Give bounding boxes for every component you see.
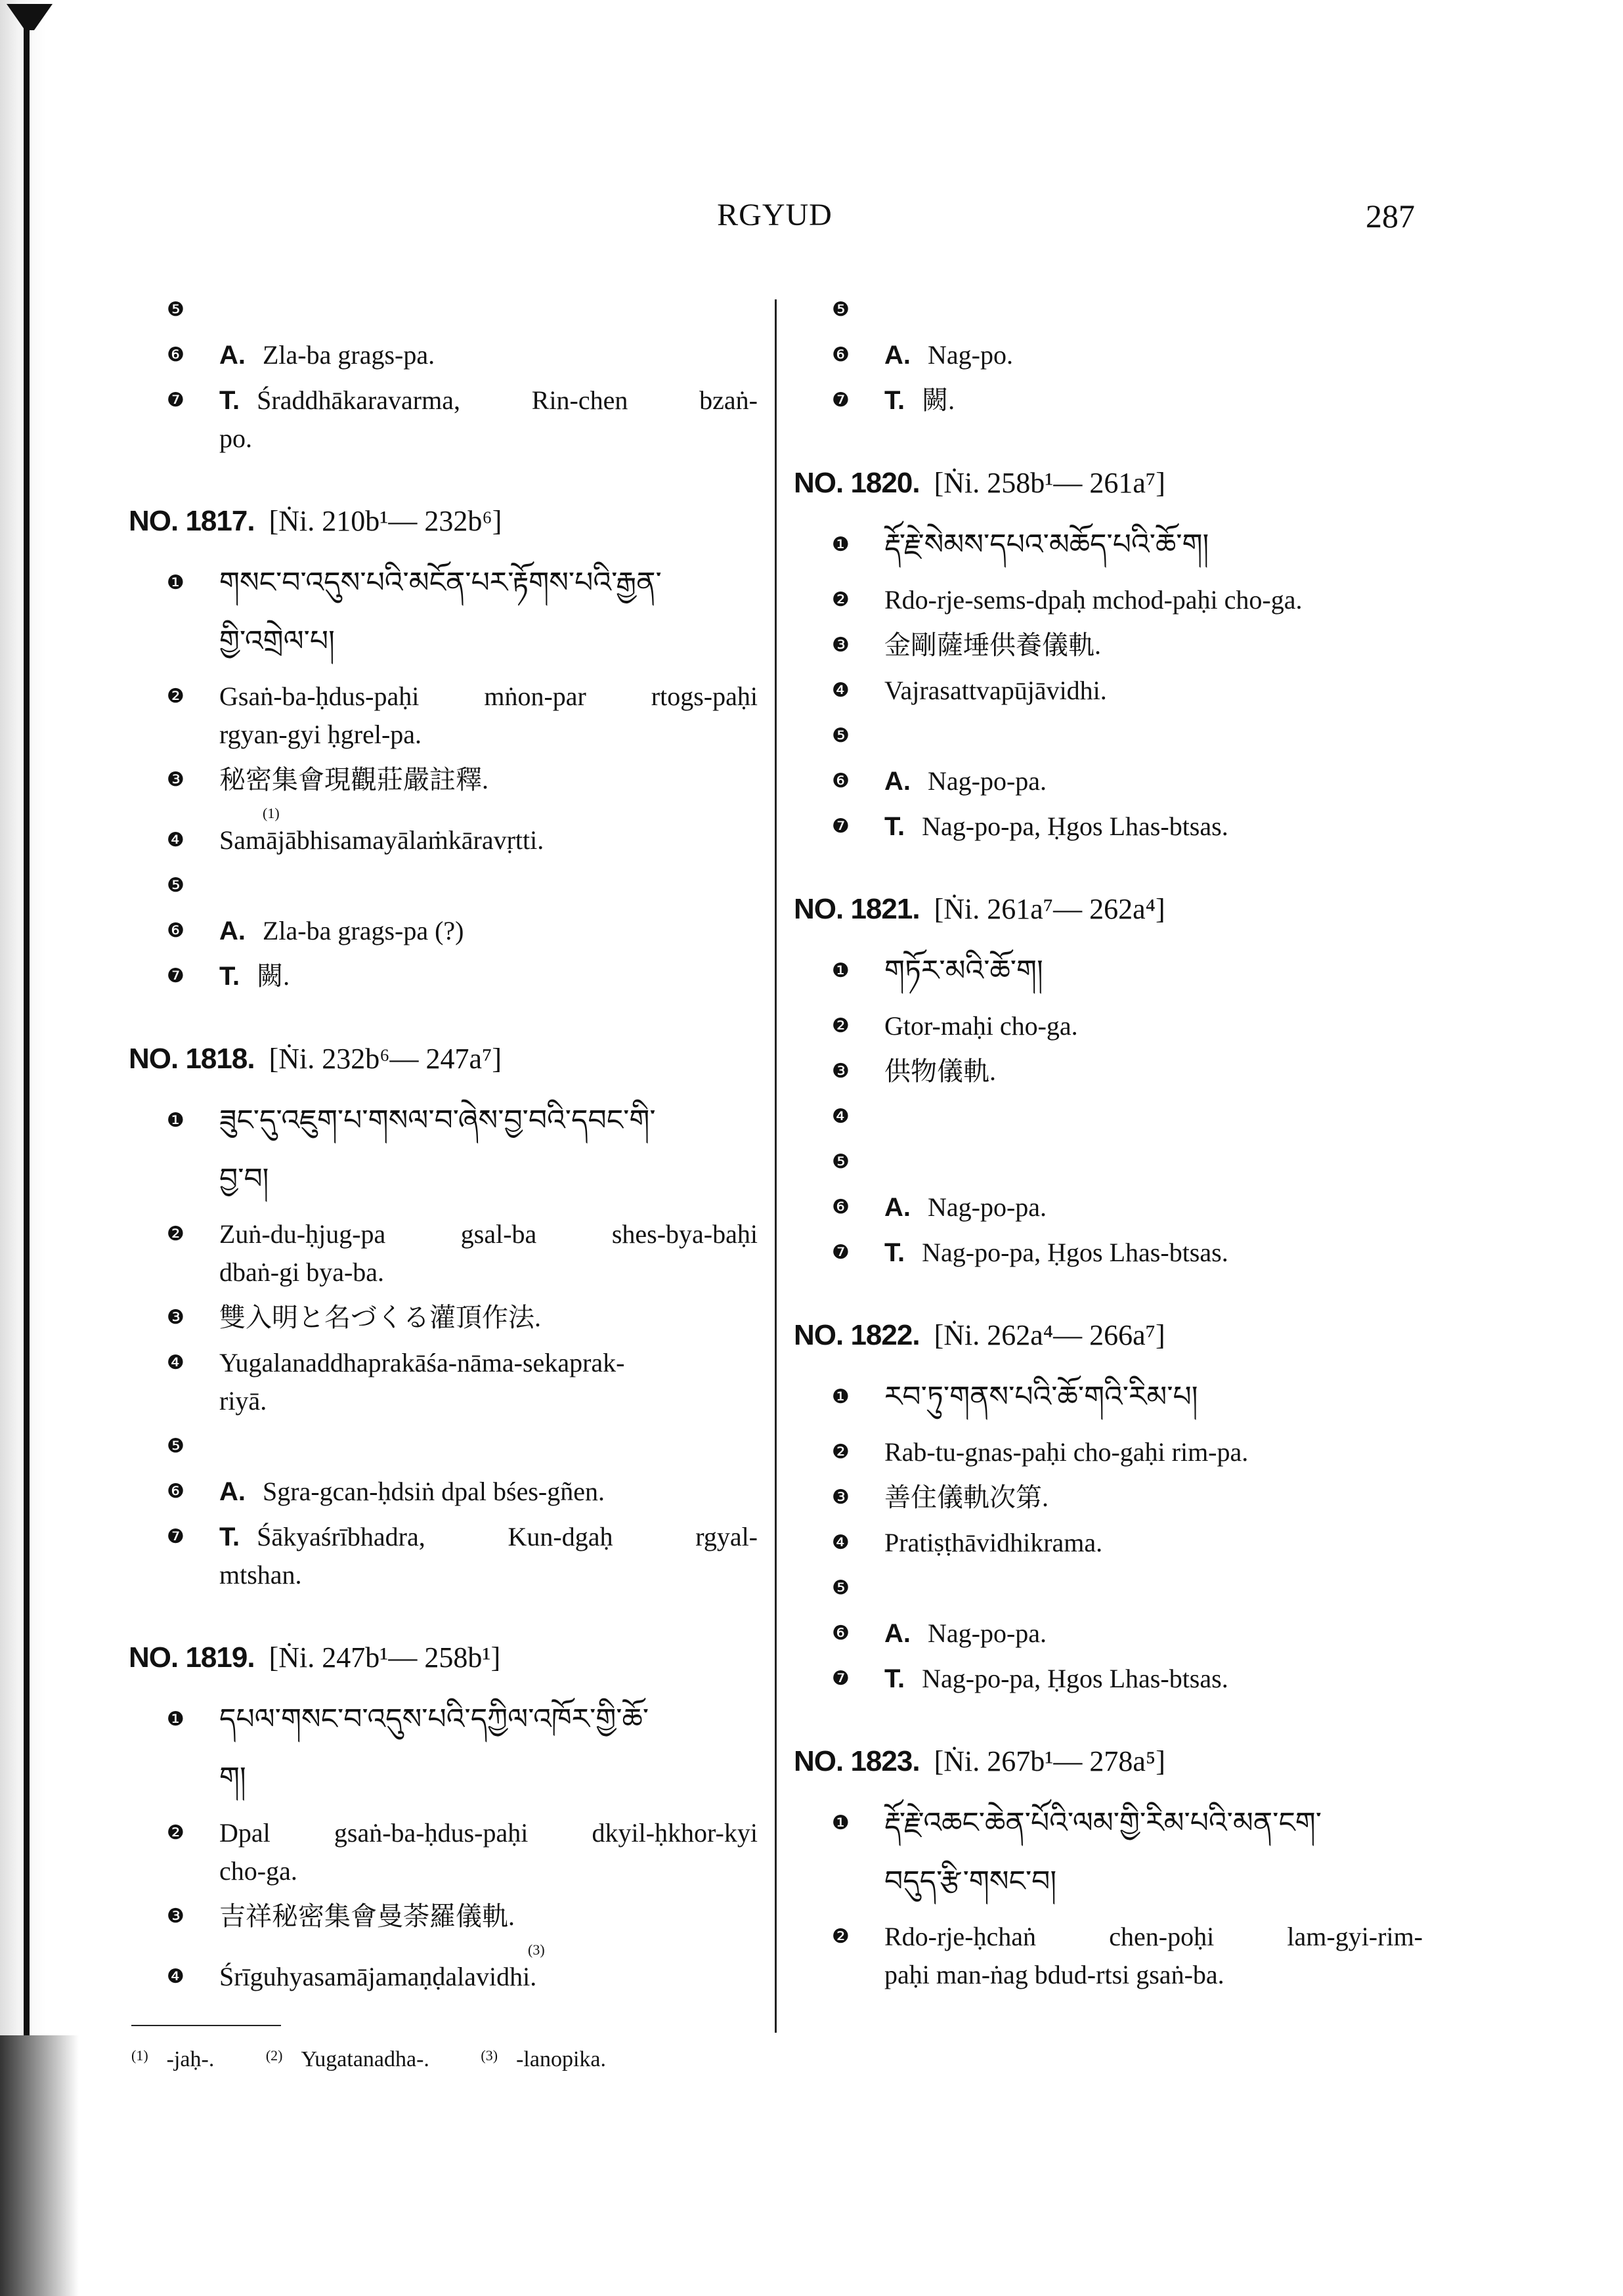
field-line [884,1007,1423,1045]
field-number-marker: ❸ [167,1905,184,1928]
entry-field [794,1188,1411,1226]
field-label: A. [884,1193,911,1222]
field-number-marker: ❼ [167,1525,184,1548]
entry-header [129,1639,746,1677]
entry-field [794,1660,1411,1698]
field-number-marker: ❶ [832,1385,850,1408]
field-line [884,1660,1423,1698]
field-text: Pratiṣṭhāvidhikrama. [884,1528,1103,1557]
page-number: 287 [1366,198,1415,234]
field-label: T. [219,962,240,991]
field-number-marker: ❼ [167,389,184,412]
field-number-marker: ❻ [832,769,850,792]
entry-field [794,1614,1411,1653]
field-number-marker: ❼ [832,389,850,412]
field-label: A. [884,1619,911,1648]
field-line [219,1556,758,1594]
field-line [884,1052,1423,1091]
entry-field [794,1524,1411,1562]
field-line [884,808,1423,846]
footnote-rule [131,2025,281,2026]
entry-field [129,867,746,905]
field-number-marker: ❹ [167,1351,184,1374]
footnote-mark: (3) [481,2047,498,2064]
field-number-marker: ❻ [832,1196,850,1219]
footnote-marker: (3) [528,1941,545,1958]
entry-number: NO. 1820. [794,467,920,499]
field-line [884,336,1423,374]
field-text: rgyan-gyi ḥgrel-pa. [219,720,422,749]
field-text: 秘密集會現觀莊嚴註釋. [219,765,488,794]
field-line [219,1814,758,1852]
binding-edge [24,13,30,2272]
field-number-marker: ❶ [832,1811,850,1834]
field-number-marker: ❻ [167,1480,184,1503]
field-line [219,957,758,995]
field-number-marker: ❻ [832,1622,850,1645]
field-number-marker: ❹ [832,1531,850,1554]
field-number-marker: ❻ [167,343,184,366]
field-line [219,1897,758,1936]
running-head: RGYUD [717,198,833,232]
entry-field [794,942,1411,1000]
field-line [219,1748,758,1807]
footnote-mark: (1) [131,2047,148,2064]
field-number-marker: ❷ [832,1925,850,1948]
field-text: Śākyaśrībhadra, Kun-dgaḥ rgyal- [257,1522,758,1551]
field-line [884,515,1423,574]
field-number-marker: ❺ [167,1435,184,1458]
field-text: Nag-po-pa, Ḥgos Lhas-btsas. [922,1664,1228,1693]
field-line [219,678,758,716]
page-binding-shadow [0,0,46,2296]
field-line [219,1941,758,1996]
field-text: paḥi man-ṅag bdud-rtsi gsaṅ-ba. [884,1960,1224,1989]
field-number-marker: ❷ [832,1014,850,1037]
field-text: Rdo-rje-ḥchaṅ chen-poḥi lam-gyi-rim- [884,1922,1423,1951]
field-text: 雙入明と名づくる灌頂作法. [219,1303,541,1332]
field-text: Nag-po-pa. [928,766,1047,796]
left-column [129,291,758,1996]
entry-field [794,291,1411,329]
field-number-marker: ❼ [167,964,184,987]
field-text: riyā. [219,1386,267,1416]
field-number-marker: ❺ [832,1150,850,1173]
entry-header [794,464,1411,502]
footnote-text: -jaḥ-. [166,2047,215,2071]
field-text [884,1573,891,1603]
entry-field [794,1479,1411,1517]
folio-reference: [Ṅi. 267b¹— 278a⁵] [934,1745,1165,1777]
field-text: Nag-po-pa. [928,1618,1047,1648]
entry-number: NO. 1823. [794,1745,920,1777]
field-text: Nag-po-pa, Ḥgos Lhas-btsas. [922,1238,1228,1267]
folio-reference: [Ṅi. 261a⁷— 262a⁴] [934,893,1165,925]
field-line [884,942,1423,1000]
field-text: 金剛薩埵供養儀軌. [884,630,1101,660]
field-text: Samājābhisamayālaṁkāravṛtti. [219,825,544,855]
field-number-marker: ❺ [832,1576,850,1599]
field-text: po. [219,423,252,453]
field-text: Zla-ba grags-pa. [263,340,435,370]
entry-field [129,1427,746,1465]
field-line [219,1253,758,1291]
field-text: Rab-tu-gnas-paḥi cho-gaḥi rim-pa. [884,1437,1249,1467]
field-label: T. [884,1664,905,1693]
field-label: T. [219,386,240,415]
entry-field [794,672,1411,710]
footnote-marker: (1) [263,805,280,821]
entry-field [794,1368,1411,1426]
entry-number: NO. 1821. [794,893,920,925]
footnote-mark: (2) [265,2047,283,2064]
field-line [219,1473,758,1511]
field-line [884,1794,1423,1852]
field-text: གྱི་འགྲེལ་པ། [219,625,335,657]
field-line [219,1427,758,1465]
field-line [219,805,758,859]
field-line [219,420,758,458]
field-text: 供物儀軌. [884,1056,996,1086]
field-text: Zuṅ-du-ḥjug-pa gsal-ba shes-bya-baḥi [219,1219,758,1249]
field-label: T. [219,1523,240,1551]
field-label: A. [219,341,246,370]
entry-field [794,1007,1411,1045]
field-number-marker: ❷ [167,685,184,708]
field-line [884,762,1423,800]
field-text: cho-ga. [219,1856,297,1886]
field-number-marker: ❹ [167,829,184,852]
folio-reference: [Ṅi. 262a⁴— 266a⁷] [934,1319,1165,1351]
entry-field [794,808,1411,846]
entry-field [129,678,758,754]
field-text: དཔལ་གསང་བ་འདུས་པའི་དཀྱིལ་འཁོར་གྱི་ཆོ་ [219,1703,649,1735]
field-line [884,1956,1423,1994]
field-text [884,295,891,324]
field-label: A. [884,341,911,370]
field-number-marker: ❷ [167,1821,184,1844]
field-text: Gsaṅ-ba-ḥdus-paḥi mṅon-par rtogs-paḥi [219,682,758,711]
field-number-marker: ❸ [832,1486,850,1509]
entry-field [794,581,1411,619]
field-text: གསང་བ་འདུས་པའི་མངོན་པར་རྟོགས་པའི་རྒྱན་ [219,567,662,599]
entry-number: NO. 1822. [794,1319,920,1351]
field-text: Nag-po. [928,340,1013,370]
field-line [219,291,758,329]
entry-field [129,1299,746,1337]
field-line [219,867,758,905]
entry-field [129,957,746,995]
field-label: A. [884,767,911,796]
field-number-marker: ❶ [167,571,184,594]
field-line [884,581,1423,619]
field-line [219,761,758,799]
entry-number: NO. 1817. [129,505,255,537]
field-text [884,721,891,750]
field-text: Gtor-maḥi cho-ga. [884,1011,1078,1041]
field-text: Dpal gsaṅ-ba-ḥdus-paḥi dkyil-ḥkhor-kyi [219,1818,758,1848]
entry-field [129,1814,758,1890]
field-number-marker: ❸ [832,1060,850,1083]
field-line [884,381,1423,420]
footnote-text: Yugatanadha-. [301,2047,429,2071]
field-text: Rdo-rje-sems-dpaḥ mchod-paḥi cho-ga. [884,585,1303,615]
field-text: Yugalanaddhaprakāśa-nāma-sekaprak- [219,1348,625,1377]
field-text: ཟུང་དུ་འཇུག་པ་གསལ་བ་ཞེས་བྱ་བའི་དབང་གི་ [219,1104,656,1137]
right-column [794,291,1423,1994]
field-text [219,1431,226,1461]
field-text: Śraddhākaravarma, Rin-chen bzaṅ- [257,385,758,415]
entry-field [129,1518,758,1594]
field-line [219,612,758,670]
column-divider [775,299,777,2033]
field-text: Nag-po-pa. [928,1192,1047,1222]
field-line [219,1150,758,1208]
field-line [219,1299,758,1337]
field-text: བྱ་བ། [219,1163,269,1195]
field-text: Sgra-gcan-ḥdsiṅ dpal bśes-gñen. [263,1477,605,1506]
field-number-marker: ❷ [832,1440,850,1463]
field-number-marker: ❹ [832,1105,850,1128]
field-line [219,1852,758,1890]
entry-field [129,1690,746,1807]
field-label: T. [884,386,905,415]
field-text: རྡོ་རྗེ་འཆང་ཆེན་པོའི་ལམ་གྱི་རིམ་པའི་མན་ངག་ [884,1807,1322,1839]
footnotes [131,2047,652,2072]
field-text: རྡོ་རྗེ་སེམས་དཔའ་མཆོད་པའི་ཆོ་ག། [884,529,1209,561]
field-number-marker: ❼ [832,1667,850,1690]
entry-field [129,1897,746,1936]
field-number-marker: ❹ [832,679,850,702]
entry-number: NO. 1819. [129,1641,255,1674]
field-text: 吉祥秘密集會曼荼羅儀軌. [219,1901,515,1931]
field-number-marker: ❶ [832,959,850,982]
field-text: mtshan. [219,1560,302,1590]
entry-header [794,1316,1411,1354]
entry-field [129,1091,746,1208]
field-text: dbaṅ-gi bya-ba. [219,1257,385,1287]
field-line [219,1215,758,1253]
field-label: A. [219,917,246,945]
entry-field [129,553,746,670]
field-number-marker: ❼ [832,1241,850,1264]
field-text [884,1147,891,1177]
field-line [884,1614,1423,1653]
field-text: Śrīguhyasamājamaṇḍalavidhi. [219,1962,537,1991]
folio-reference: [Ṅi. 247b¹— 258b¹] [269,1641,501,1674]
field-line [884,672,1423,710]
entry-number: NO. 1818. [129,1043,255,1075]
field-line [884,717,1423,755]
field-text: 善住儀軌次第. [884,1483,1049,1512]
field-text: Zla-ba grags-pa (?) [263,916,464,945]
field-line [884,1524,1423,1562]
field-number-marker: ❹ [167,1965,184,1988]
entry-field [794,381,1411,420]
field-text: 闕. [922,385,955,415]
field-number-marker: ❼ [832,815,850,838]
field-number-marker: ❺ [832,298,850,321]
field-label: A. [219,1477,246,1506]
field-line [884,1368,1423,1426]
field-text: Nag-po-pa, Ḥgos Lhas-btsas. [922,812,1228,841]
field-line [884,1188,1423,1226]
field-line [219,1518,758,1556]
field-number-marker: ❸ [832,634,850,657]
entry-field [129,291,746,329]
entry-field [794,1433,1411,1471]
field-number-marker: ❸ [167,768,184,791]
field-text: བདུད་རྩི་གསང་བ། [884,1865,1057,1897]
entry-field [794,1794,1411,1911]
entry-header [794,890,1411,928]
binding-shadow-bottom [0,2035,79,2296]
entry-field [794,1143,1411,1181]
field-number-marker: ❶ [167,1708,184,1731]
field-line [219,553,758,612]
field-number-marker: ❻ [832,343,850,366]
field-number-marker: ❺ [167,298,184,321]
entry-header [129,502,746,540]
field-line [884,1918,1423,1956]
entry-header [129,1040,746,1078]
entry-field [794,1918,1423,1994]
entry-field [129,1215,758,1291]
field-line [219,716,758,754]
field-number-marker: ❶ [832,533,850,556]
field-text [219,295,226,324]
field-line [219,1382,758,1420]
field-line [884,1479,1423,1517]
field-text: རབ་ཏུ་གནས་པའི་ཆོ་གའི་རིམ་པ། [884,1381,1198,1413]
entry-field [129,805,746,859]
entry-field [129,1941,746,1996]
footnote [131,2047,214,2071]
field-line [884,1234,1423,1272]
field-line [884,1852,1423,1911]
field-text: 闕. [257,961,290,991]
field-text [219,871,226,900]
folio-reference: [Ṅi. 210b¹— 232b⁶] [269,505,502,537]
field-line [884,626,1423,664]
field-number-marker: ❶ [167,1109,184,1132]
entry-field [794,762,1411,800]
field-line [219,381,758,420]
folio-reference: [Ṅi. 232b⁶— 247a⁷] [269,1043,502,1075]
field-line [884,1569,1423,1607]
field-line [884,1143,1423,1181]
entry-field [129,1473,746,1511]
entry-header [794,1743,1411,1781]
field-line [219,336,758,374]
entry-field [794,336,1411,374]
field-number-marker: ❻ [167,919,184,942]
field-number-marker: ❷ [832,588,850,611]
entry-field [794,626,1411,664]
field-label: T. [884,812,905,841]
entry-field [129,1344,746,1420]
entry-field [794,1234,1411,1272]
field-text: ག། [219,1762,246,1794]
field-line [219,1091,758,1150]
entry-field [794,717,1411,755]
field-text [884,1102,891,1131]
field-text: གཏོར་མའི་ཆོ་ག། [884,955,1043,987]
entry-field [794,515,1411,574]
entry-field [129,912,746,950]
entry-field [129,336,746,374]
field-line [219,1344,758,1382]
field-number-marker: ❸ [167,1306,184,1329]
field-number-marker: ❺ [832,724,850,747]
field-line [884,291,1423,329]
field-number-marker: ❷ [167,1223,184,1245]
field-line [219,912,758,950]
entry-field [129,761,746,799]
entry-field [129,381,758,458]
field-line [219,1690,758,1748]
field-label: T. [884,1238,905,1267]
field-number-marker: ❺ [167,874,184,897]
entry-field [794,1052,1411,1091]
field-text: Vajrasattvapūjāvidhi. [884,676,1107,705]
footnote-text: -lanopika. [516,2047,606,2071]
field-line [884,1433,1423,1471]
folio-reference: [Ṅi. 258b¹— 261a⁷] [934,467,1165,499]
entry-field [794,1098,1411,1136]
field-line [884,1098,1423,1136]
entry-field [794,1569,1411,1607]
footnote [266,2047,429,2071]
footnote [481,2047,606,2071]
